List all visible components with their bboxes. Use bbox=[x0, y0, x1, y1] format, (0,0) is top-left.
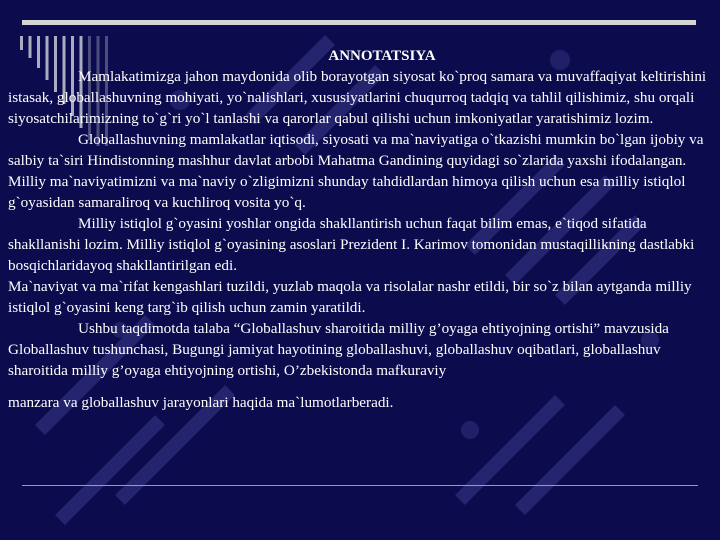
annotation-body bbox=[8, 46, 712, 413]
paragraph-3: Milliy ma`naviyatimizni va ma`naviy o`zligimizni shunday tahdidlardan himoya qilish uchun esa milliy istiqlol g`oyasidan samaraliroq va kuchliroq vosita yo`q. bbox=[8, 173, 686, 211]
paragraph-6: Ushbu taqdimotda talaba “Globallashuv sharoitida milliy g’oyaga ehtiyojning ortishi” mavzusida Globallashuv tushunchasi, Bugungi jamiyat hayotining globallashuvi, globallashuv oqibatlari, globallashuv sharoitida milliy g’oyaga ehtiyojning ortishi, O’zbekistonda mafkuraviy bbox=[8, 320, 669, 379]
paragraph-2: Globallashuvning mamlakatlar iqtisodi, siyosati va ma`naviyatiga o`tkazishi mumkin bo`lgan ijobiy va salbiy ta`siri Hindistonning mashhur davlat arbobi Mahatma Gandining quyidagi so`zlarida yaxshi ifodalangan. bbox=[8, 131, 704, 169]
paragraph-4: Milliy istiqlol g`oyasini yoshlar ongida shakllantirish uchun faqat bilim emas, e`tiqod sifatida shakllanishi lozim. Milliy istiqlol g`oyasining asoslari Prezident I. Karimov tomonidan mustaqillikning dastlabki bosqichlaridayoq shakllantirilgan edi. bbox=[8, 215, 695, 274]
paragraph-7: manzara va globallashuv jarayonlari haqida ma`lumotlarberadi. bbox=[8, 394, 394, 411]
document-title: ANNOTATSIYA bbox=[328, 48, 436, 64]
bottom-divider bbox=[22, 485, 698, 486]
top-divider bbox=[22, 20, 696, 25]
paragraph-1: Mamlakatimizga jahon maydonida olib borayotgan siyosat ko`proq samara va muvaffaqiyat keltirishini istasak, globallashuvning mohiyati, yo`nalishlari, xususiyatlarini chuqurroq tadqiq va tahlil qilishimiz, shu orqali siyosatchilarimizning to`g`ri yo`l tanlashi va qarorlar qabul qilishi uchun imkoniyatlar yaratishimiz lozim. bbox=[8, 68, 707, 127]
paragraph-5: Ma`naviyat va ma`rifat kengashlari tuzildi, yuzlab maqola va risolalar nashr etildi, bir so`z bilan aytganda milliy istiqlol g`oyasini keng targ`ib qilish uchun zamin yaratildi. bbox=[8, 278, 692, 316]
